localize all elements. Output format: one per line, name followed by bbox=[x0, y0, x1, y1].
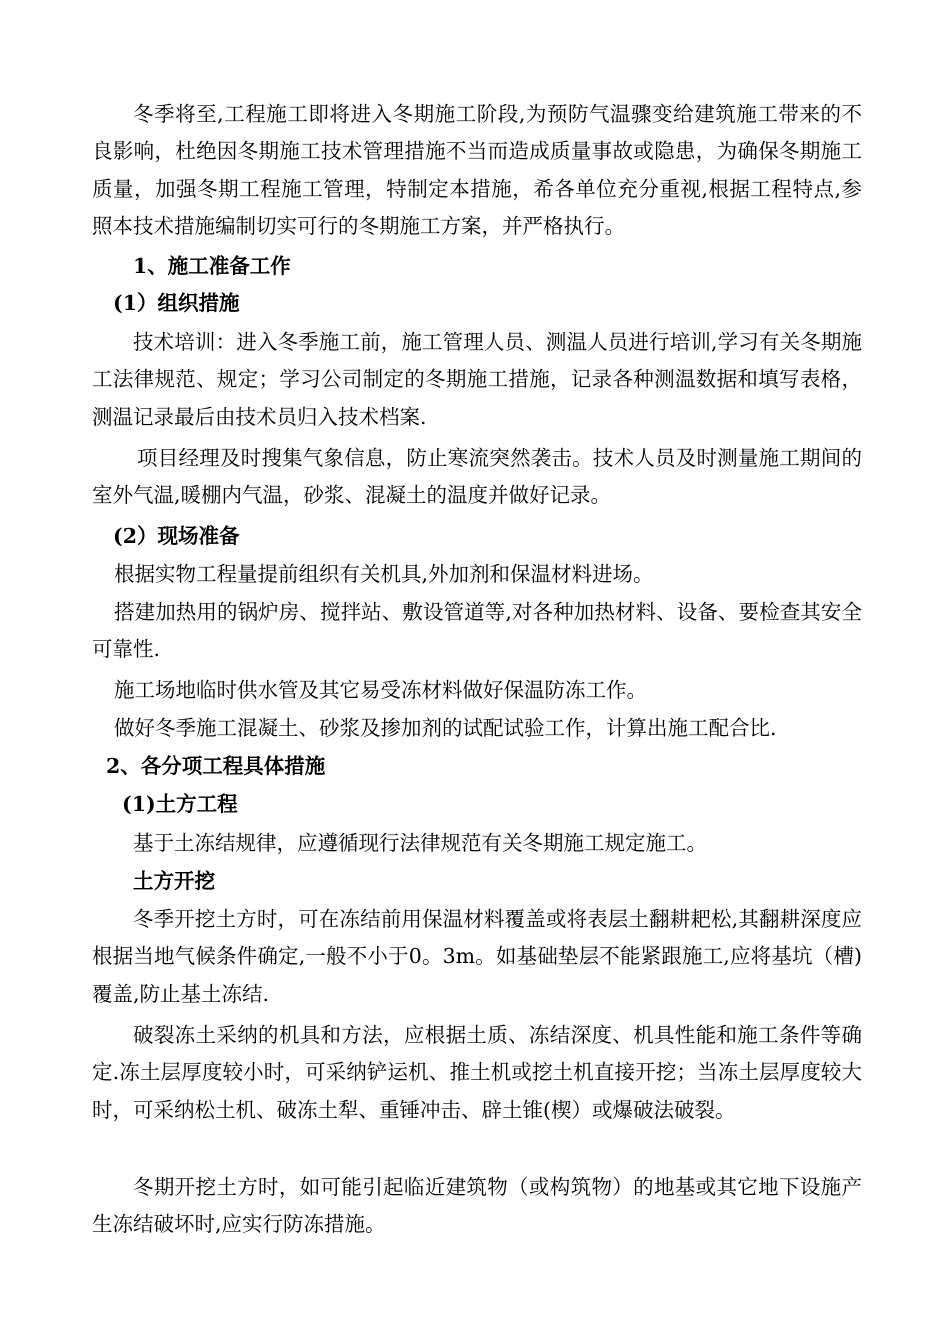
subsection-organization-heading: (1）组织措施 bbox=[113, 291, 240, 315]
weather-paragraph: 项目经理及时搜集气象信息，防止寒流突然袭击。技术人员及时测量施工期间的室外气温,暖棚内气温，砂浆、混凝土的温度并做好记录。 bbox=[92, 446, 862, 508]
section-2-heading: 2、各分项工程具体措施 bbox=[106, 754, 326, 778]
excavation-paragraph-3: 冬期开挖土方时，如可能引起临近建筑物（或构筑物）的地基或其它地下设施产生冻结破坏时,应实行防冻措施。 bbox=[92, 1175, 862, 1237]
section-1-heading: 1、施工准备工作 bbox=[133, 254, 291, 278]
intro-paragraph: 冬季将至,工程施工即将进入冬期施工阶段,为预防气温骤变给建筑施工带来的不良影响，杜绝因冬期施工技术管理措施不当而造成质量事故或隐患，为确保冬期施工质量，加强冬期工程施工管理，特制定本措施，希各单位充分重视,根据工程特点,参照本技术措施编制切实可行的冬期施工方案，并严格执行。 bbox=[92, 102, 862, 239]
subsection-earthwork-heading: (1)土方工程 bbox=[122, 792, 238, 816]
site-prep-paragraph-4: 做好冬季施工混凝土、砂浆及掺加剂的试配试验工作，计算出施工配合比. bbox=[114, 716, 777, 740]
excavation-paragraph-1: 冬季开挖土方时，可在冻结前用保温材料覆盖或将表层土翻耕耙松,其翻耕深度应根据当地气候条件确定,一般不小于0。3m。如基础垫层不能紧跟施工,应将基坑（槽)覆盖,防止基土冻结. bbox=[92, 907, 862, 1006]
earthwork-paragraph-1: 基于土冻结规律，应遵循现行法律规范有关冬期施工规定施工。 bbox=[133, 831, 707, 855]
site-prep-paragraph-1: 根据实物工程量提前组织有关机具,外加剂和保温材料进场。 bbox=[114, 562, 654, 586]
excavation-paragraph-2: 破裂冻土采纳的机具和方法，应根据土质、冻结深度、机具性能和施工条件等确定.冻土层厚度较小时，可采纳铲运机、推土机或挖土机直接开挖；当冻土层厚度较大时，可采纳松土机、破冻土犁、重锤冲击、辟土锥(楔）或爆破法破裂。 bbox=[92, 1023, 862, 1122]
subsection-site-prep-heading: (2）现场准备 bbox=[113, 524, 240, 548]
site-prep-paragraph-3: 施工场地临时供水管及其它易受冻材料做好保温防冻工作。 bbox=[114, 678, 647, 702]
excavation-heading: 土方开挖 bbox=[133, 869, 215, 893]
training-paragraph: 技术培训：进入冬季施工前，施工管理人员、测温人员进行培训,学习有关冬期施工法律规范、规定；学习公司制定的冬期施工措施，记录各种测温数据和填写表格，测温记录最后由技术员归入技术档案. bbox=[92, 330, 862, 429]
site-prep-paragraph-2: 搭建加热用的锅炉房、搅拌站、敷设管道等,对各种加热材料、设备、要检查其安全可靠性. bbox=[92, 600, 862, 662]
